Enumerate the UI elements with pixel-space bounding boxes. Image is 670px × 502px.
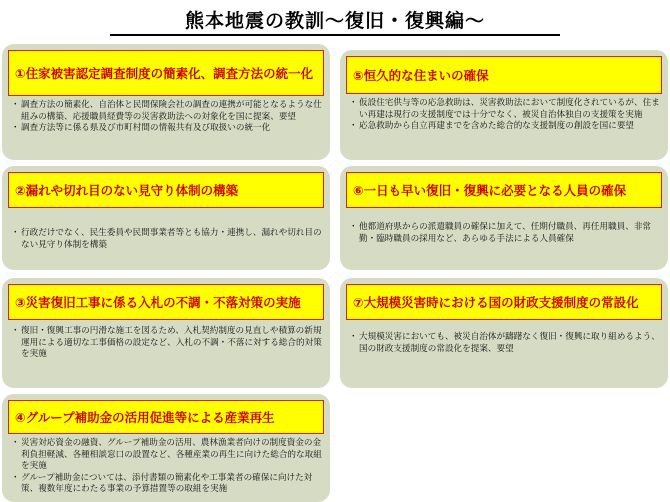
lesson-card-5 — [340, 50, 668, 160]
card-body — [12, 438, 322, 496]
card-body — [12, 100, 322, 135]
card-body — [350, 222, 660, 245]
bullet-item: ・ 応急救助から自立再建までを含めた総合的な支援制度の創設を国に要望 — [350, 121, 660, 133]
bullet-item: ・ 調査方法の簡素化、自治体と民間保険会社の調査の連携が可能となるような仕組みの構築、応援職員経費等の災害救助法への対象化を国に提案、要望 — [12, 100, 322, 123]
bullet-item: ・ 調査方法等に係る県及び市町村間の情報共有及び取扱いの統一化 — [12, 123, 322, 135]
lesson-card-2 — [2, 166, 330, 270]
title-underline — [110, 34, 560, 36]
page-title: 熊本地震の教訓～復旧・復興編～ — [184, 10, 485, 32]
lesson-card-1 — [2, 44, 330, 160]
bullet-item: ・ 仮設住宅供与等の応急救助は、災害救助法において制度化されているが、住まい再建は現行の支援制度では十分でなく、被災自治体独自の支援策を実施 — [350, 98, 660, 121]
card-heading: ⑤恒久的な住まいの確保 — [346, 56, 662, 94]
lesson-card-4 — [2, 394, 330, 502]
card-heading: ⑦大規模災害時における国の財政支援制度の常設化 — [346, 284, 662, 320]
card-heading: ④グループ補助金の活用促進等による産業再生 — [8, 400, 324, 434]
bullet-item: ・ 行政だけでなく、民生委員や民間事業者等とも協力・連携し、漏れや切れ目のない見守り体制を構築 — [12, 228, 322, 251]
card-heading: ①住家被害認定調査制度の簡素化、調査方法の統一化 — [8, 50, 324, 96]
bullet-item: ・ 他都道府県からの派遣職員の確保に加えて、任期付職員、再任用職員、非常勤・臨時職員の採用など、あらゆる手法による人員確保 — [350, 222, 660, 245]
card-body — [350, 98, 660, 133]
card-heading: ⑥一日も早い復旧・復興に必要となる人員の確保 — [346, 172, 662, 208]
card-body — [12, 326, 322, 361]
card-heading: ②漏れや切れ目のない見守り体制の構築 — [8, 172, 324, 208]
bullet-item: ・ 大規模災害においても、被災自治体が躊躇なく復旧・復興に取り組めるよう、国の財政支援制度の常設化を提案、要望 — [350, 332, 660, 355]
lesson-card-7 — [340, 278, 668, 388]
lesson-card-3 — [2, 278, 330, 388]
card-heading: ③災害復旧工事に係る入札の不調・不落対策の実施 — [8, 284, 324, 320]
card-body — [350, 332, 660, 355]
bullet-item: ・ 災害対応資金の融資、グループ補助金の活用、農林漁業者向けの制度資金の金利負担軽減、各種相談窓口の設置など、各種産業の再生に向けた総合的な取組を実施 — [12, 438, 322, 473]
bullet-item: ・ グループ補助金については、添付書類の簡素化や工事業者の確保に向けた対策、複数年度にわたる事業の予算措置等の取組を実施 — [12, 473, 322, 496]
card-body — [12, 228, 322, 251]
bullet-item: ・ 復旧・復興工事の円滑な施工を図るため、入札契約制度の見直しや積算の新規運用による適切な工事価格の設定など、入札の不調・不落に対する総合的対策を実施 — [12, 326, 322, 361]
lesson-card-6 — [340, 166, 668, 270]
